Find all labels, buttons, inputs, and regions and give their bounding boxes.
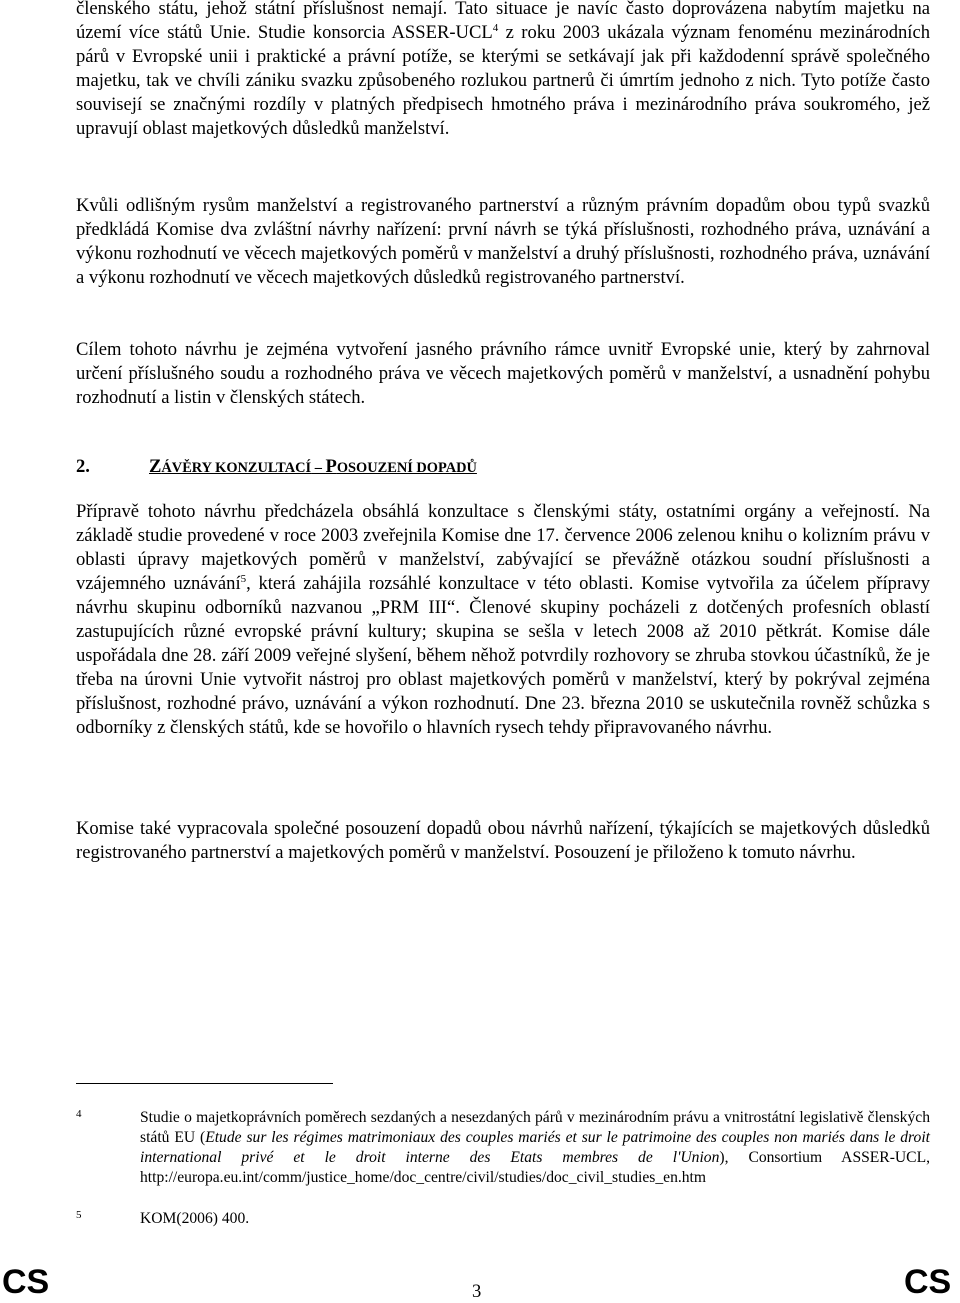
footnote-4-text-b: ), Consortium ASSER-UCL, http://europa.eu.int/comm/justice_home/doc_centre/civil/studies/doc_civil_studies_en.htm xyxy=(140,1149,930,1186)
footnote-ref-4: 4 xyxy=(492,22,499,34)
paragraph-2: Kvůli odlišným rysům manželství a registrovaného partnerství a různým právním dopadům obou typů svazků předkládá Komise dva zvláštní návrhy nařízení: první návrh se týká příslušnosti, rozhodného práva, uznávání a výkonu rozhodnutí ve věcech majetkových poměrů v manželství a druhý příslušnosti, rozhodného práva, uznávání a výkonu rozhodnutí ve věcech majetkových důsledků registrovaného partnerství. xyxy=(76,195,930,288)
footnote-4-text xyxy=(140,1108,930,1188)
section-title-rest-2: OSOUZENÍ DOPADŮ xyxy=(336,460,477,476)
paragraph-1-text-a: členského státu, jehož státní příslušnost nemají. Tato situace je navíc často doprovázena nabytím majetku na území více států Unie. Studie konsorcia ASSER-UCL xyxy=(76,0,930,43)
footnote-4-title-italic: Etude sur les régimes matrimoniaux des couples mariés et sur le patrimoine des couples non mariés dans le droit international privé et le droit interne des Etats membres de l'Union xyxy=(140,1129,930,1166)
section-title-separator: – xyxy=(311,460,326,476)
footer-language-code-right: CS xyxy=(904,1263,952,1301)
footnote-separator xyxy=(76,1083,333,1084)
section-title-rest-1: ÁVĚRY KONZULTACÍ xyxy=(161,460,312,476)
footnote-4-text-a: Studie o majetkoprávních poměrech sezdaných a nesezdaných párů v mezinárodním právu a vnitrostátní legislativě členských států EU ( xyxy=(140,1109,930,1146)
paragraph-4-text-a: Přípravě tohoto návrhu předcházela obsáhlá konzultace s členskými státy, ostatními orgány a veřejností. Na základě studie provedené v roce 2003 zveřejnila Komise dne 17. července 2006 zelenou knihu o kolizním právu v oblasti úpravy majetkových poměrů v manželství, zabývající se převážně otázkou soudní příslušnosti a vzájemného uznávání xyxy=(76,501,930,594)
footnote-5-mark: 5 xyxy=(76,1209,82,1221)
paragraph-4 xyxy=(76,500,930,740)
page-number: 3 xyxy=(472,1281,482,1302)
footnote-ref-5: 5 xyxy=(240,573,247,585)
section-title-cap-2: P xyxy=(325,456,337,477)
section-title-cap-1: Z xyxy=(149,456,162,477)
paragraph-1 xyxy=(76,0,930,141)
footnote-5-text: KOM(2006) 400. xyxy=(140,1210,250,1227)
footnote-4-mark: 4 xyxy=(76,1108,82,1120)
paragraph-4-text-b: , která zahájila rozsáhlé konzultace v této oblasti. Komise vytvořila za účelem přípravy návrhu skupinu odborníků nazvanou „PRM III“. Členové skupiny pocházeli z dotčených profesních oblastí zastupujících různé evropské právní kultury; skupina se sešla v letech 2008 až 2010 pětkrát. Komise dále uspořádala dne 28. září 2009 veřejné slyšení, během něhož potvrdily rozhovory se zhruba stovkou účastníků, že je třeba na úrovni Unie vytvořit nástroj pro oblast majetkových poměrů v manželství, který by pokrýval zejména příslušnost, rozhodné právo, uznávání a výkon rozhodnutí. Dne 23. března 2010 se uskutečnila rovněž schůzka s odborníky z členských států, kde se hovořilo o hlavních rysech tehdy připravovaného návrhu. xyxy=(76,573,930,738)
section-number: 2. xyxy=(76,456,90,477)
paragraph-5: Komise také vypracovala společné posouzení dopadů obou návrhů nařízení, týkajících se majetkových důsledků registrovaného partnerství a majetkových poměrů v manželství. Posouzení je přiloženo k tomuto návrhu. xyxy=(76,818,930,863)
footer-language-code-left: CS xyxy=(2,1263,50,1301)
section-title xyxy=(149,455,477,480)
paragraph-1-text-b: z roku 2003 ukázala význam fenoménu mezinárodních párů v Evropské unii i praktické a právní potíže, se kterými se setkávají jak při každodenní správě společného majetku, tak ve chvíli zániku svazku způsobeného rozlukou partnerů či úmrtím jednoho z nich. Tyto potíže často souvisejí se značnými rozdíly v platných předpisech hmotného práva i mezinárodního práva soukromého, jež upravují oblast majetkových důsledků manželství. xyxy=(76,22,930,139)
paragraph-3: Cílem tohoto návrhu je zejména vytvoření jasného právního rámce uvnitř Evropské unie, který by zahrnoval určení příslušného soudu a rozhodného práva ve věcech majetkových poměrů v manželství, a usnadnění pohybu rozhodnutí a listin v členských státech. xyxy=(76,339,930,408)
